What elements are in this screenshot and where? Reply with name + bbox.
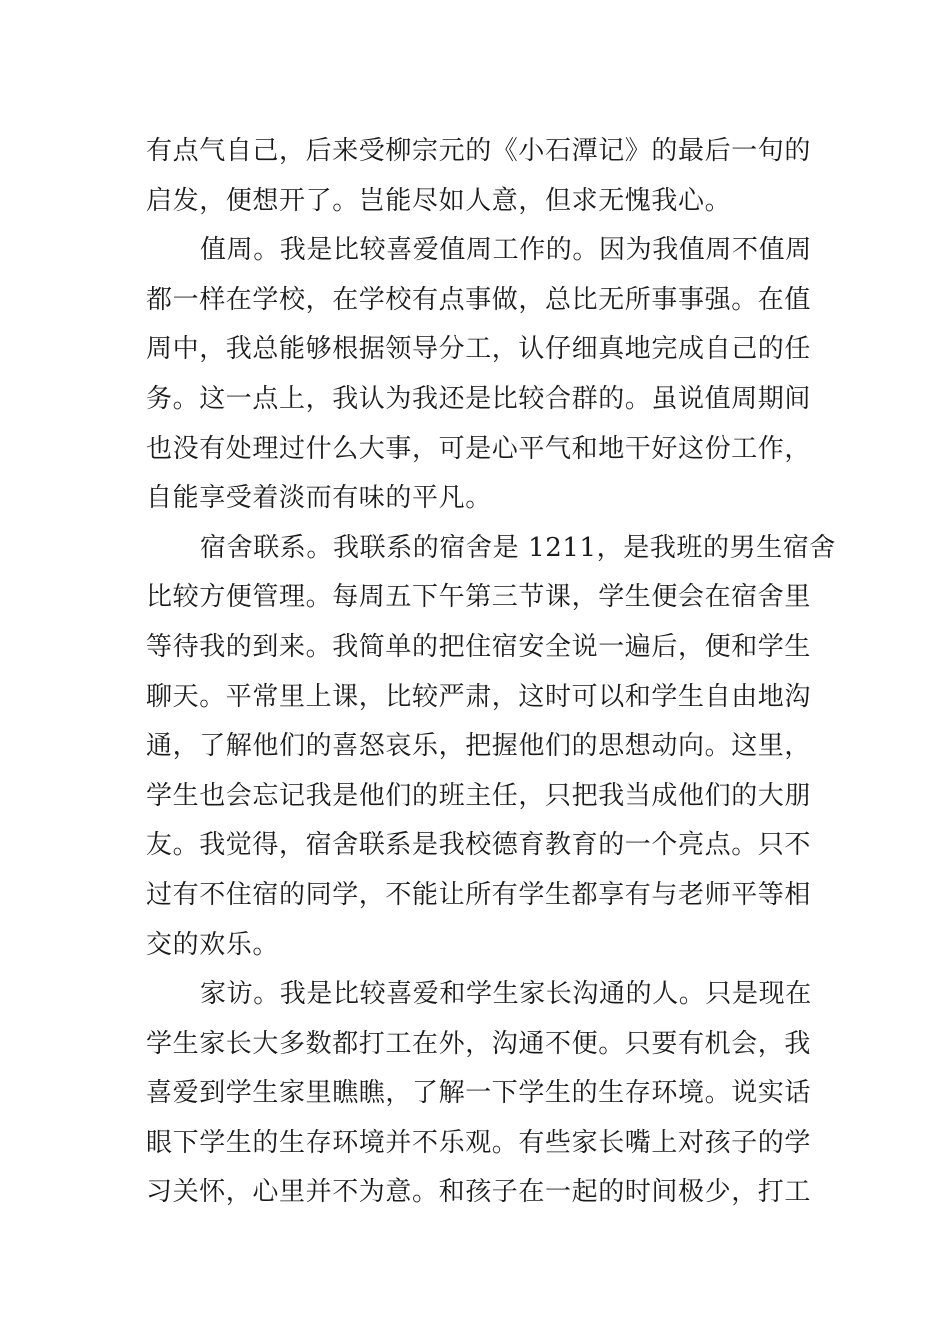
body-text (146, 127, 837, 1218)
paragraph-start-line: 宿舍联系。我联系的宿舍是 1211，是我班的男生宿舍 (200, 532, 837, 563)
text-line: 自能享受着淡而有味的平凡。 (146, 483, 492, 514)
text-line: 也没有处理过什么大事，可是心平气和地干好这份工作， (146, 433, 812, 464)
text-line: 友。我觉得，宿舍联系是我校德育教育的一个亮点。只不 (146, 830, 812, 861)
text-line: 启发，便想开了。岂能尽如人意，但求无愧我心。 (146, 185, 732, 216)
paragraph-start-line: 家访。我是比较喜爱和学生家长沟通的人。只是现在 (200, 979, 812, 1010)
text-line: 交的欢乐。 (146, 929, 280, 960)
text-line: 比较方便管理。每周五下午第三节课，学生便会在宿舍里 (146, 582, 812, 613)
text-line: 周中，我总能够根据领导分工，认仔细真地完成自己的任 (146, 334, 812, 365)
text-line: 过有不住宿的同学，不能让所有学生都享有与老师平等相 (146, 879, 812, 910)
text-line: 聊天。平常里上课，比较严肃，这时可以和学生自由地沟 (146, 681, 812, 712)
text-line: 学生也会忘记我是他们的班主任，只把我当成他们的大朋 (146, 780, 812, 811)
text-line: 通，了解他们的喜怒哀乐，把握他们的思想动向。这里， (146, 731, 812, 762)
text-line: 有点气自己，后来受柳宗元的《小石潭记》的最后一句的 (146, 136, 812, 166)
text-line: 等待我的到来。我简单的把住宿安全说一遍后，便和学生 (146, 631, 812, 662)
text-line: 习关怀，心里并不为意。和孩子在一起的时间极少，打工 (146, 1177, 812, 1208)
paragraph-start-line: 值周。我是比较喜爱值周工作的。因为我值周不值周 (200, 235, 812, 266)
text-line: 眼下学生的生存环境并不乐观。有些家长嘴上对孩子的学 (146, 1127, 812, 1158)
text-line: 喜爱到学生家里瞧瞧，了解一下学生的生存环境。说实话 (146, 1078, 812, 1109)
text-line: 学生家长大多数都打工在外，沟通不便。只要有机会，我 (146, 1028, 812, 1059)
text-line: 都一样在学校，在学校有点事做，总比无所事事强。在值 (146, 284, 812, 315)
text-line: 务。这一点上，我认为我还是比较合群的。虽说值周期间 (146, 383, 812, 414)
